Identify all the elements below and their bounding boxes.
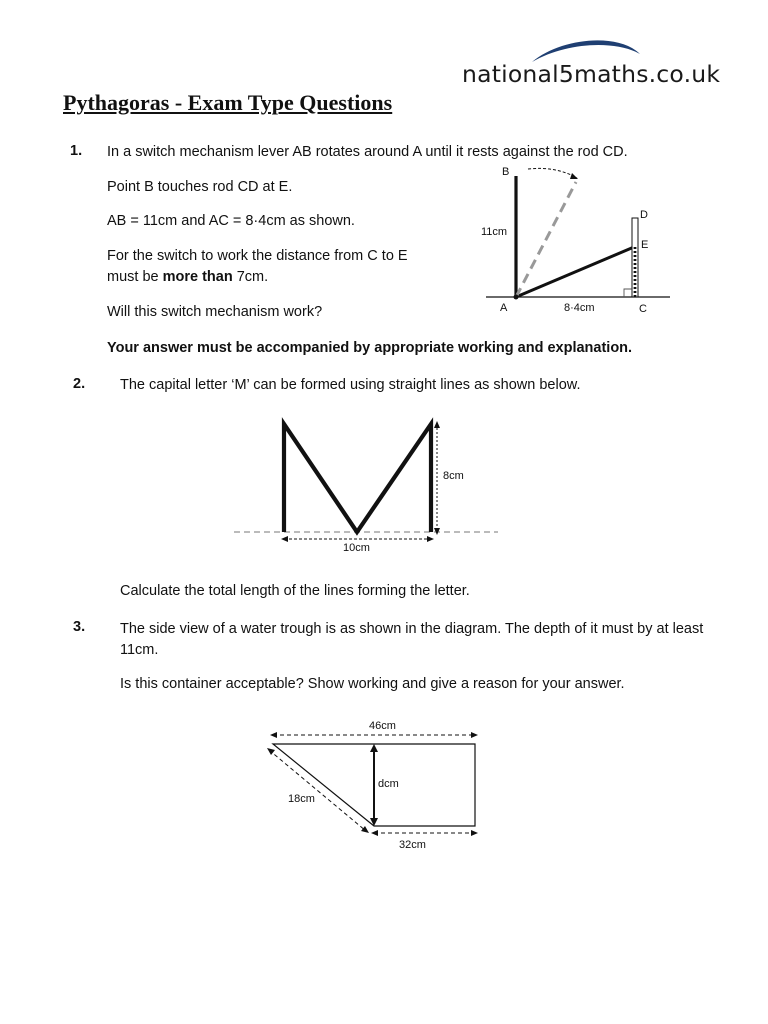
q3-label-slant: 18cm [288,793,315,805]
q3-line-1: The side view of a water trough is as shown in the diagram. The depth of it must by at least 11cm. [120,621,704,658]
q1-emphasis: more than [162,269,233,285]
q1-line-5-start: must be [107,269,163,285]
q3-label-depth: dcm [378,778,399,790]
q1-label-c: C [639,303,647,315]
q2-label-height: 8cm [443,470,464,482]
q2-line-2: Calculate the total length of the lines forming the letter. [120,583,470,599]
q3-label-top: 46cm [369,720,396,732]
q1-label-b: B [502,166,510,178]
q1-line-3: AB = 11cm and AC = 8·4cm as shown. [107,213,355,229]
q1-line-5-end: 7cm. [232,269,269,285]
question-3-number: 3. [73,619,86,635]
q3-water-trough-diagram [262,714,502,864]
page-title: Pythagoras - Exam Type Questions [63,90,393,115]
q3-label-bottom: 32cm [399,839,426,851]
question-2-number: 2. [73,376,86,392]
q2-line-1: The capital letter ‘M’ can be formed using straight lines as shown below. [120,377,581,393]
q1-line-6: Will this switch mechanism work? [107,304,323,320]
q3-line-2: Is this container acceptable? Show working and give a reason for your answer. [120,676,625,692]
q2-label-width: 10cm [343,542,370,554]
logo-text: national5maths.co.uk [462,60,721,88]
q1-line-2: Point B touches rod CD at E. [107,179,293,195]
q1-instruction: Your answer must be accompanied by appropriate working and explanation. [107,340,633,356]
q1-label-ab: 11cm [481,226,508,238]
q1-label-a: A [500,302,508,314]
q1-line-5 [107,268,268,286]
q2-letter-m-diagram [230,408,510,558]
q1-label-e: E [641,239,649,251]
q1-line-4: For the switch to work the distance from C to E [107,248,408,264]
q1-line-1: In a switch mechanism lever AB rotates around A until it rests against the rod CD. [107,144,628,160]
q1-label-d: D [640,209,648,221]
q1-switch-diagram [478,160,678,320]
q1-label-ac: 8·4cm [564,302,595,314]
question-1-number: 1. [70,143,83,159]
